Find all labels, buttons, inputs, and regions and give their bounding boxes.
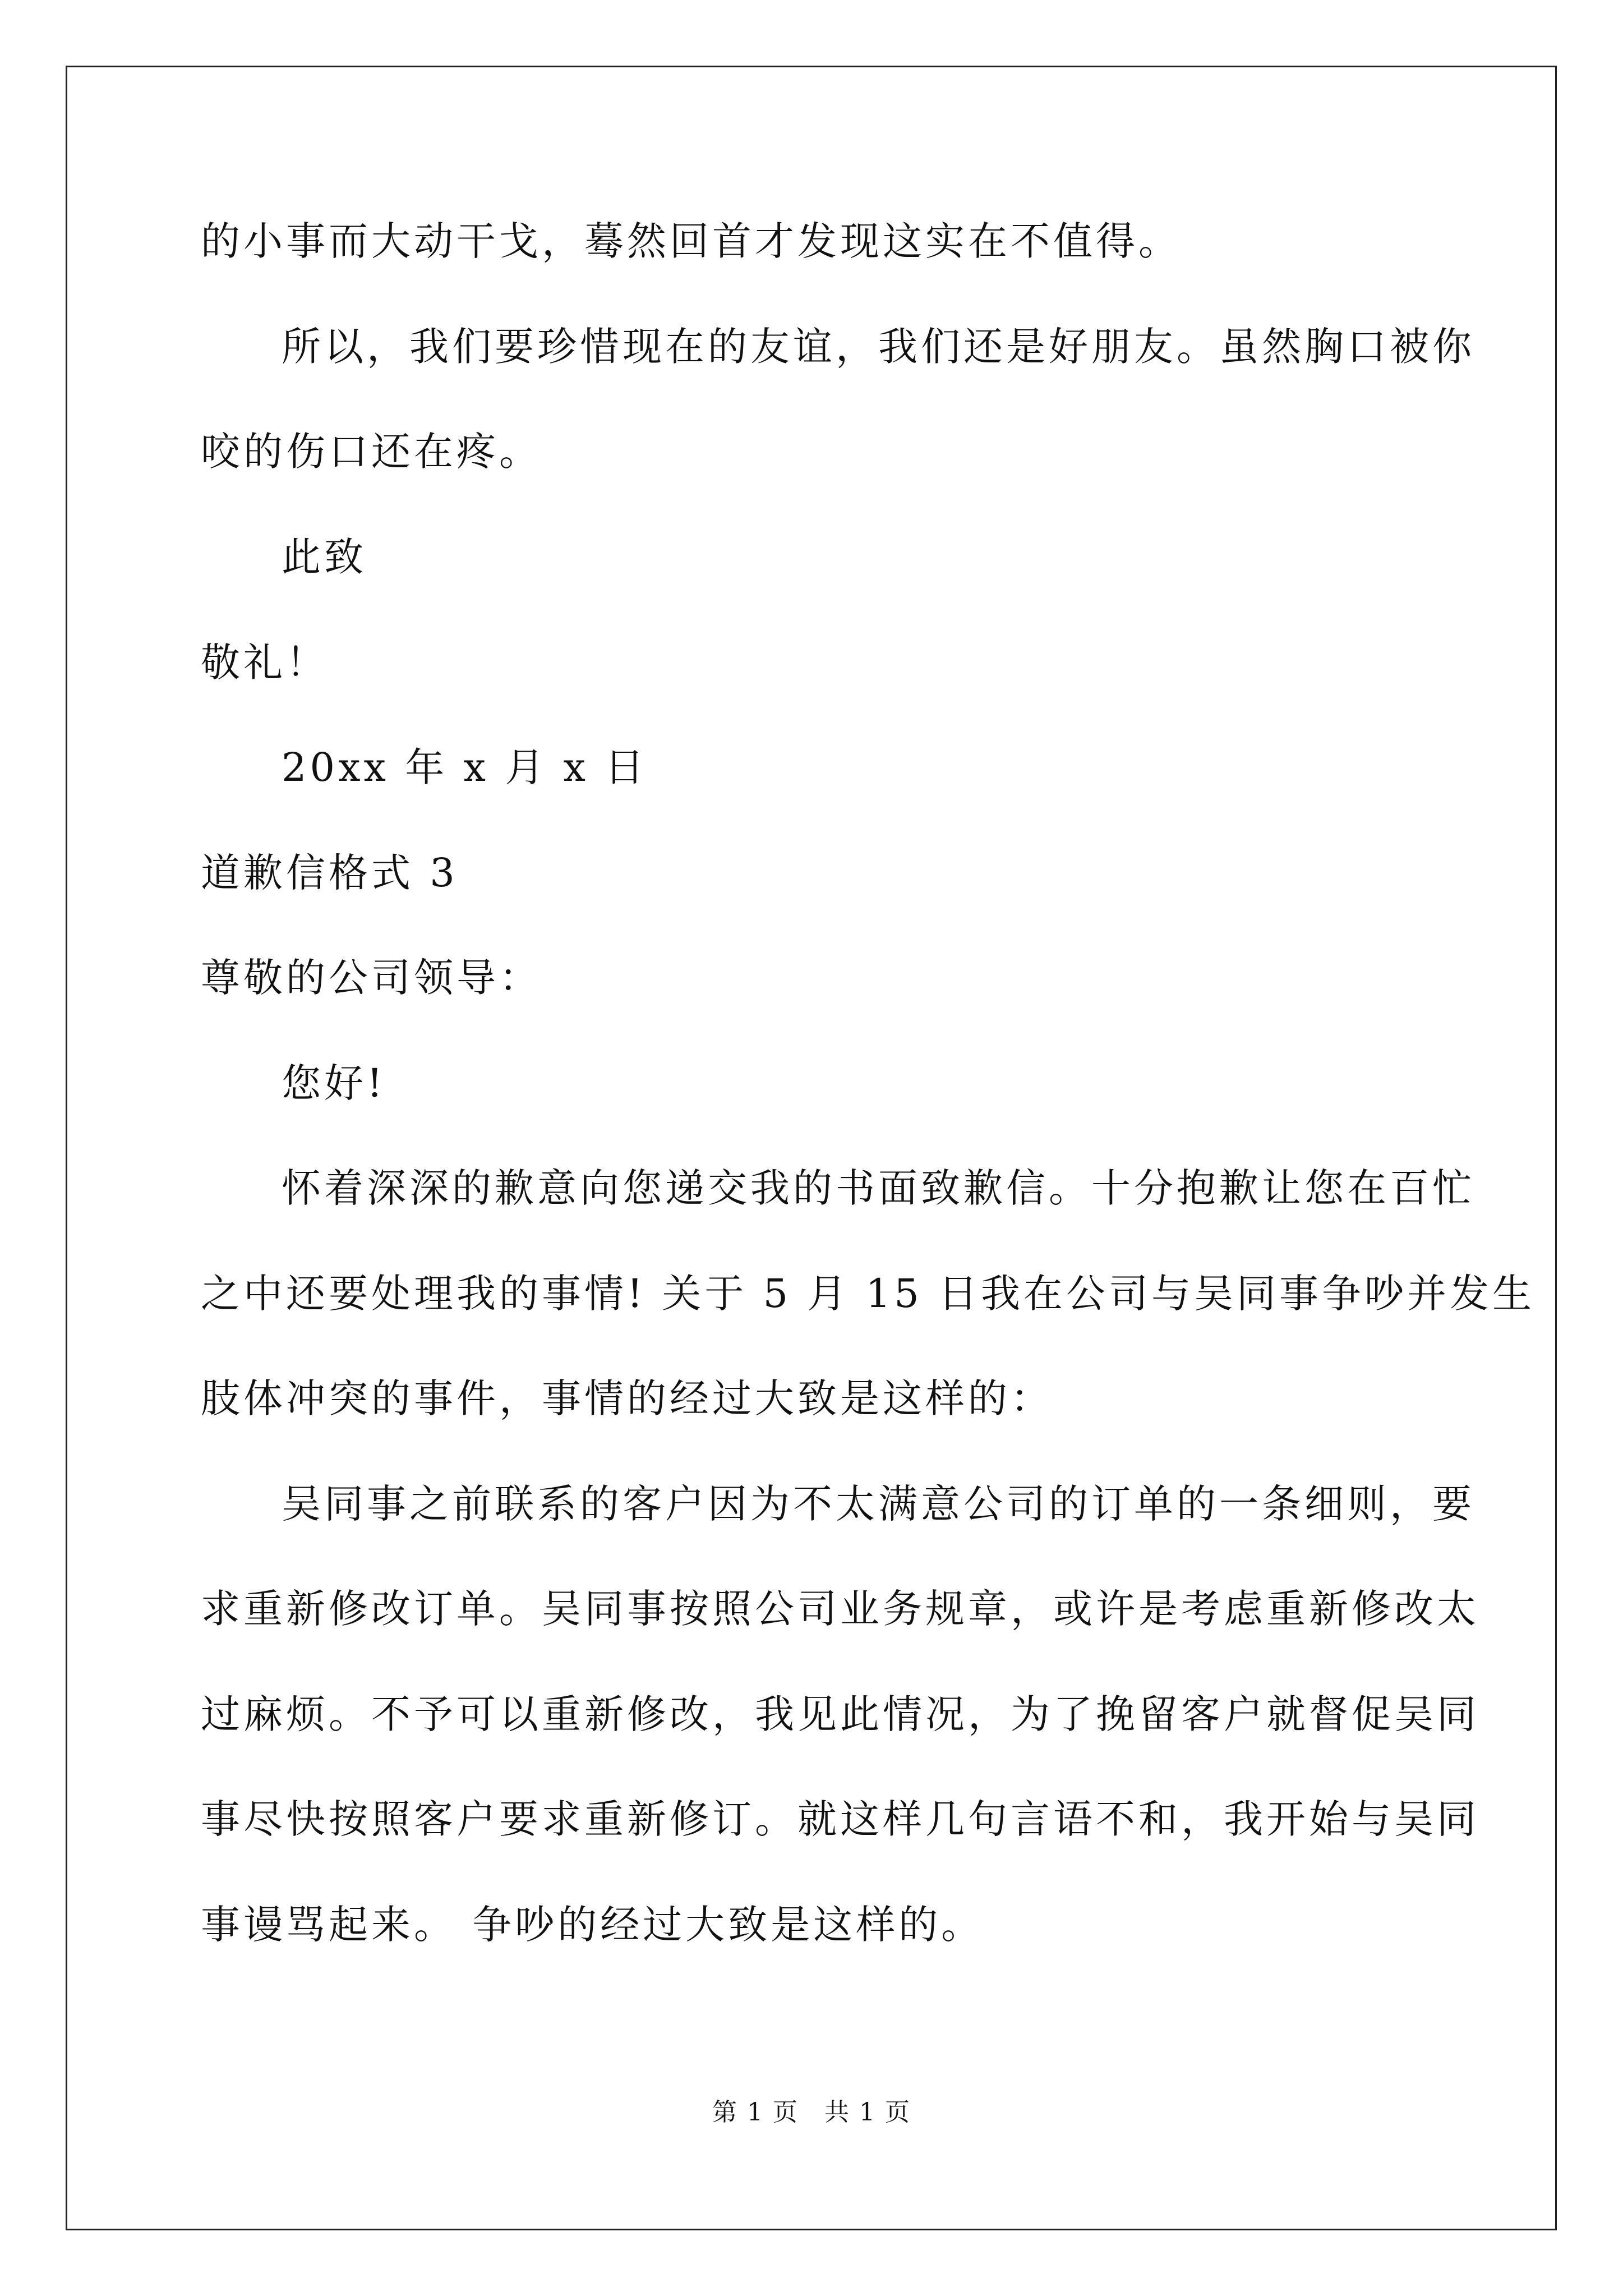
text-line: 所以，我们要珍惜现在的友谊，我们还是好朋友。虽然胸口被你: [282, 324, 1475, 370]
text-line: 求重新修改订单。吴同事按照公司业务规章，或许是考虑重新修改太: [201, 1586, 1479, 1632]
date-line: 20xx 年 x 月 x 日: [282, 744, 648, 790]
text-line: 事尽快按照客户要求重新修订。就这样几句言语不和，我开始与吴同: [201, 1796, 1479, 1842]
text-line: 吴同事之前联系的客户因为不太满意公司的订单的一条细则，要: [282, 1481, 1475, 1527]
text-line: 过麻烦。不予可以重新修改，我见此情况，为了挽留客户就督促吴同: [201, 1691, 1479, 1737]
text-line: 肢体冲突的事件，事情的经过大致是这样的：: [201, 1375, 1053, 1421]
closing-phrase: 此致: [282, 534, 367, 580]
text-line: 怀着深深的歉意向您递交我的书面致歉信。十分抱歉让您在百忙: [282, 1165, 1475, 1211]
page-footer: [0, 2096, 1623, 2129]
salutation-closing: 敬礼！: [201, 639, 329, 685]
text-line: 的小事而大动干戈，蓦然回首才发现这实在不值得。: [201, 218, 1181, 264]
section-heading: 道歉信格式 3: [201, 850, 458, 896]
page-total: 共 1 页: [824, 2098, 911, 2127]
text-line: 咬的伤口还在疼。: [201, 429, 542, 475]
page-number: 第 1 页: [712, 2098, 799, 2127]
greeting: 您好!: [282, 1060, 386, 1106]
text-line: 之中还要处理我的事情! 关于 5 月 15 日我在公司与吴同事争吵并发生: [201, 1271, 1535, 1317]
greeting-recipient: 尊敬的公司领导：: [201, 955, 542, 1001]
text-line: 事谩骂起来。 争吵的经过大致是这样的。: [201, 1902, 984, 1948]
